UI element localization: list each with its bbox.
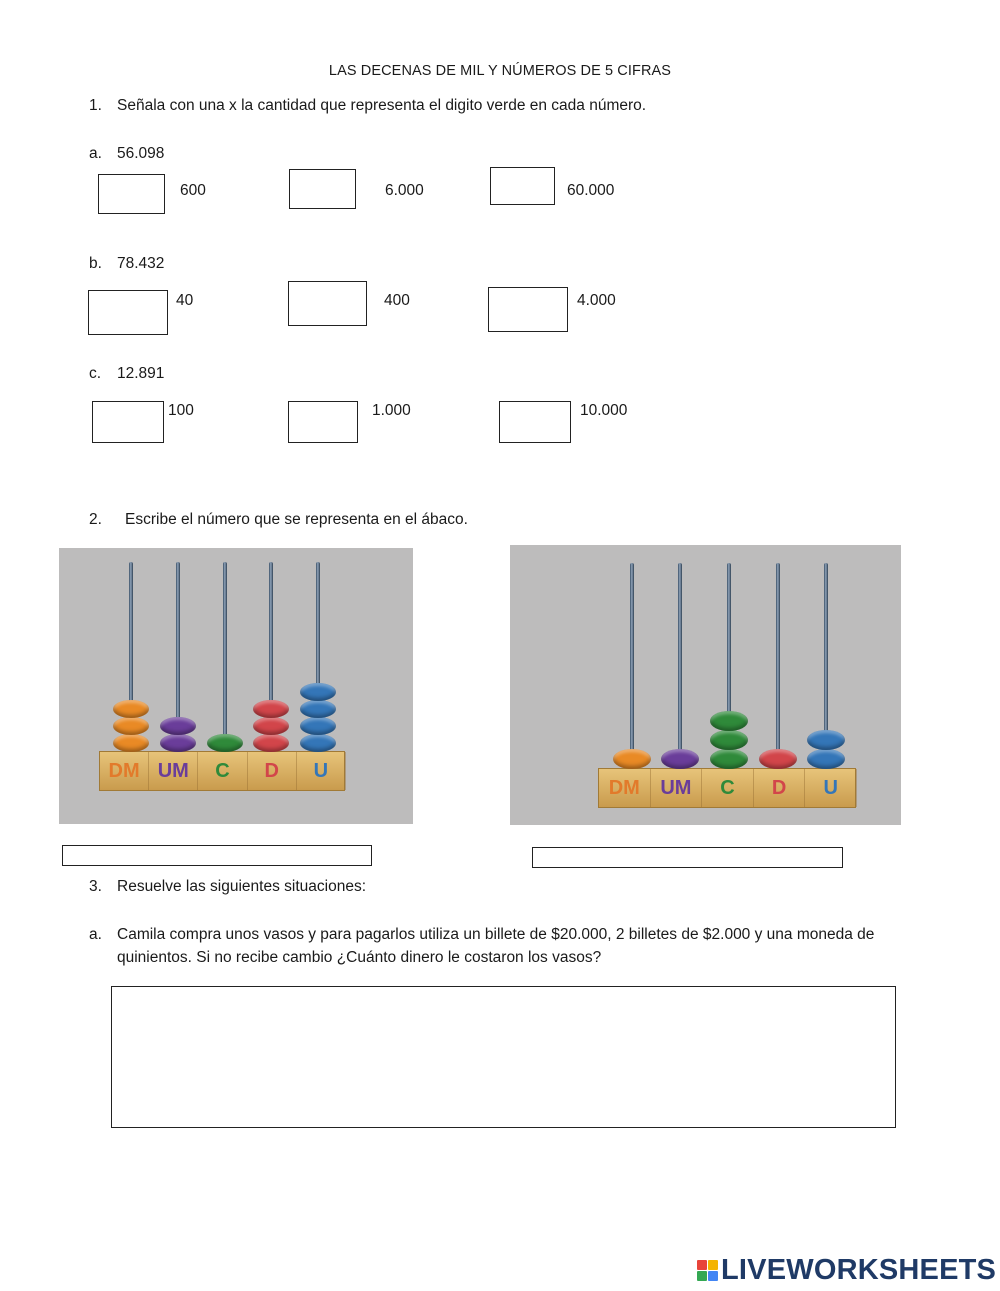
abacus-bead bbox=[253, 734, 289, 752]
abacus-bead bbox=[759, 749, 797, 769]
abacus-base bbox=[598, 768, 856, 808]
checkbox-a-1[interactable] bbox=[98, 174, 165, 214]
q1-item-a-number: 56.098 bbox=[117, 145, 165, 162]
abacus-bead bbox=[253, 700, 289, 718]
q1-item-b-number: 78.432 bbox=[117, 255, 165, 272]
q1-item-c-number: 12.891 bbox=[117, 365, 165, 382]
abacus-bead bbox=[710, 730, 748, 750]
q3-item-a-line2: quinientos. Si no recibe cambio ¿Cuánto dinero le costaron los vasos? bbox=[117, 949, 602, 966]
abacus-bead bbox=[807, 730, 845, 750]
abacus-base bbox=[99, 751, 345, 791]
abacus-place-label: C bbox=[198, 752, 247, 790]
option-c-1: 100 bbox=[168, 402, 194, 419]
abacus-bead bbox=[300, 683, 336, 701]
abacus-bead bbox=[113, 717, 149, 735]
option-a-1: 600 bbox=[180, 182, 206, 199]
checkbox-a-2[interactable] bbox=[289, 169, 356, 209]
checkbox-c-1[interactable] bbox=[92, 401, 164, 443]
option-c-3: 10.000 bbox=[580, 402, 628, 419]
abacus-bead bbox=[300, 700, 336, 718]
checkbox-a-3[interactable] bbox=[490, 167, 555, 205]
abacus-1-answer-field[interactable] bbox=[62, 845, 372, 866]
q1-number: 1. bbox=[89, 97, 102, 114]
abacus-place-label: UM bbox=[651, 769, 703, 807]
abacus-place-label: D bbox=[754, 769, 806, 807]
q2-instruction: Escribe el número que se representa en el ábaco. bbox=[125, 511, 468, 528]
abacus-place-label: U bbox=[297, 752, 346, 790]
page-title: LAS DECENAS DE MIL Y NÚMEROS DE 5 CIFRAS bbox=[328, 63, 672, 79]
q2-number: 2. bbox=[89, 511, 102, 528]
abacus-bead bbox=[160, 734, 196, 752]
abacus-bead bbox=[300, 734, 336, 752]
abacus-bead bbox=[253, 717, 289, 735]
checkbox-b-3[interactable] bbox=[488, 287, 568, 332]
abacus-bead bbox=[710, 711, 748, 731]
abacus-place-label: DM bbox=[100, 752, 149, 790]
abacus-2 bbox=[510, 545, 901, 825]
option-a-2: 6.000 bbox=[385, 182, 424, 199]
q1-item-b-letter: b. bbox=[89, 255, 102, 272]
option-a-3: 60.000 bbox=[567, 182, 615, 199]
option-b-3: 4.000 bbox=[577, 292, 616, 309]
abacus-bead bbox=[613, 749, 651, 769]
q3-instruction: Resuelve las siguientes situaciones: bbox=[117, 878, 366, 895]
abacus-bead bbox=[661, 749, 699, 769]
abacus-bead bbox=[807, 749, 845, 769]
abacus-bead bbox=[113, 734, 149, 752]
logo-mark-icon bbox=[697, 1260, 718, 1281]
abacus-bead bbox=[300, 717, 336, 735]
abacus-2-answer-field[interactable] bbox=[532, 847, 843, 868]
option-c-2: 1.000 bbox=[372, 402, 411, 419]
checkbox-c-2[interactable] bbox=[288, 401, 358, 443]
q3-item-a-letter: a. bbox=[89, 926, 102, 943]
abacus-rod bbox=[223, 562, 227, 755]
option-b-1: 40 bbox=[176, 292, 194, 309]
q3-number: 3. bbox=[89, 878, 102, 895]
q1-instruction: Señala con una x la cantidad que representa el digito verde en cada número. bbox=[117, 97, 647, 114]
checkbox-b-2[interactable] bbox=[288, 281, 367, 326]
abacus-bead bbox=[113, 700, 149, 718]
abacus-place-label: UM bbox=[149, 752, 198, 790]
checkbox-b-1[interactable] bbox=[88, 290, 168, 335]
abacus-place-label: DM bbox=[599, 769, 651, 807]
abacus-place-label: U bbox=[805, 769, 857, 807]
q3-item-a-line1: Camila compra unos vasos y para pagarlos utiliza un billete de $20.000, 2 billetes de $2.000 y una moneda de bbox=[117, 926, 875, 943]
checkbox-c-3[interactable] bbox=[499, 401, 571, 443]
abacus-bead bbox=[160, 717, 196, 735]
abacus-place-label: D bbox=[248, 752, 297, 790]
abacus-rod bbox=[630, 563, 634, 772]
liveworksheets-logo bbox=[697, 1254, 996, 1287]
abacus-rod bbox=[776, 563, 780, 772]
q1-item-c-letter: c. bbox=[89, 365, 102, 382]
abacus-rod bbox=[678, 563, 682, 772]
q1-item-a-letter: a. bbox=[89, 145, 102, 162]
abacus-place-label: C bbox=[702, 769, 754, 807]
abacus-bead bbox=[207, 734, 243, 752]
abacus-photo-1 bbox=[59, 548, 413, 824]
abacus-photo-2 bbox=[510, 545, 901, 825]
abacus-1 bbox=[59, 548, 413, 824]
q3-answer-box[interactable] bbox=[111, 986, 896, 1128]
logo-text: LIVEWORKSHEETS bbox=[721, 1254, 997, 1286]
option-b-2: 400 bbox=[384, 292, 410, 309]
abacus-bead bbox=[710, 749, 748, 769]
